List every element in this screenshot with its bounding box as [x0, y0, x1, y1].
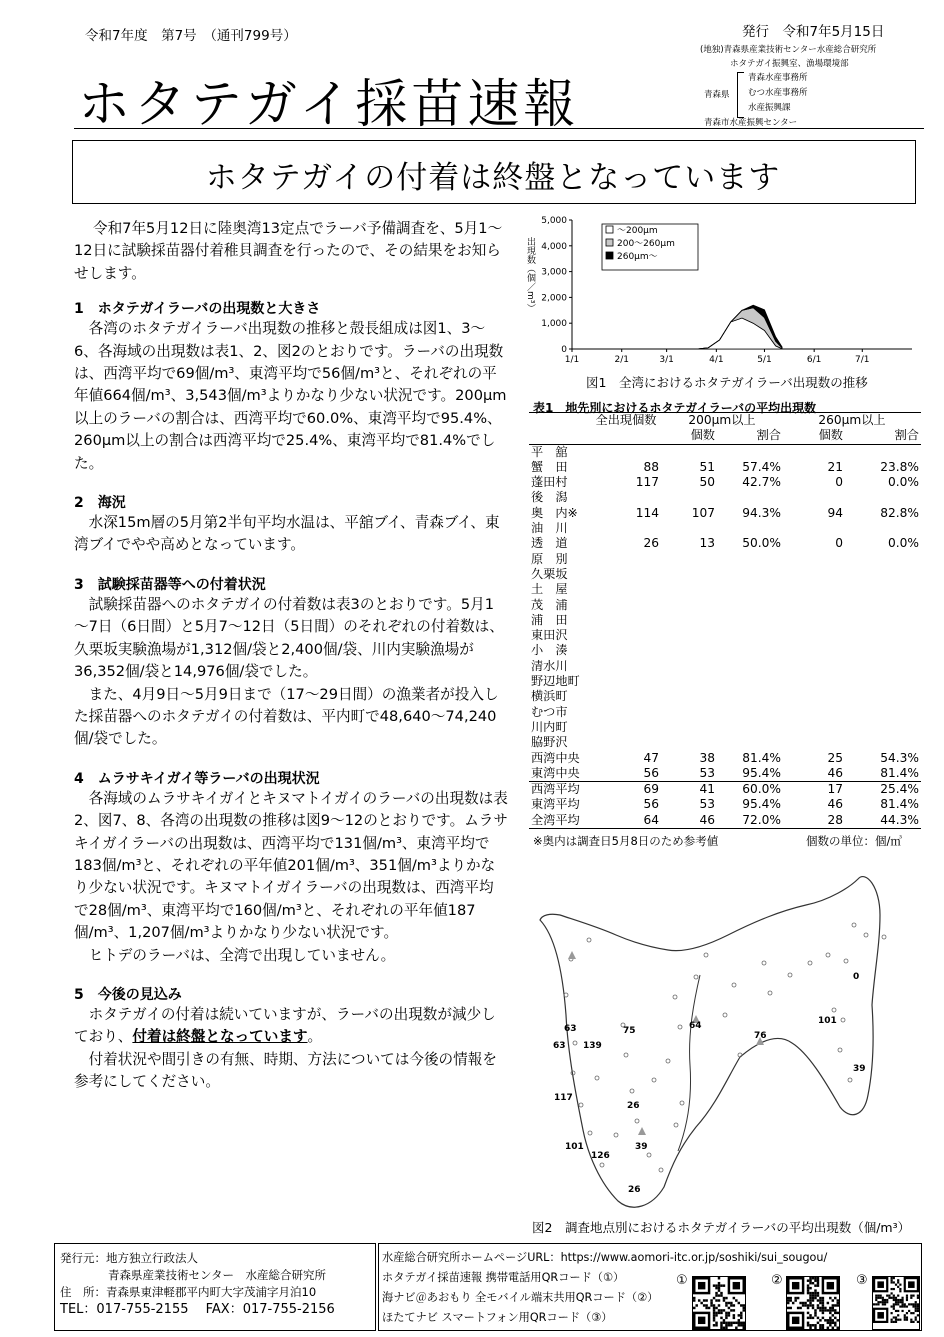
- table-cell: 23.8%: [880, 459, 919, 474]
- table-cell: [591, 521, 661, 536]
- table-cell: [591, 444, 661, 460]
- table-row: [529, 613, 921, 628]
- table-row-label: 浦 田: [531, 612, 568, 627]
- table-row-label: 久栗坂: [531, 566, 568, 581]
- y-tick-label: 1,000: [541, 319, 567, 330]
- table1-head-260: 260μm以上: [818, 413, 886, 427]
- qr3-mark: ③: [856, 1273, 868, 1288]
- pref-item-3: 水産振興課: [748, 103, 791, 113]
- table-cell: [591, 552, 661, 567]
- table-cell: 0.0%: [888, 536, 919, 551]
- table-cell: [845, 582, 921, 597]
- table-row-label: 東田沢: [531, 628, 568, 643]
- table-cell: [845, 643, 921, 658]
- table-cell: [783, 659, 845, 674]
- table-row-label: 土 屋: [531, 582, 568, 597]
- table-cell: [783, 567, 845, 582]
- table-cell: [845, 552, 921, 567]
- map-label-76: 76: [754, 1031, 767, 1041]
- table-cell: 72.0%: [742, 812, 781, 827]
- table-cell: 38: [699, 750, 715, 765]
- section-heading-4: 4 ムラサキイガイ等ラーバの出現状況: [74, 770, 320, 787]
- table1-head-total: 全出現個数: [595, 413, 657, 427]
- footer-publisher: [60, 1250, 335, 1318]
- table1-title: 表1 地先別におけるホタテガイラーバの平均出現数: [533, 401, 817, 415]
- table-cell: 95.4%: [742, 765, 781, 780]
- table-cell: [717, 444, 783, 460]
- table-cell: 26: [643, 536, 659, 551]
- table-cell: [661, 613, 717, 628]
- page-title: ホタテガイ採苗速報: [78, 75, 580, 135]
- table-cell: [783, 628, 845, 643]
- table-cell: [845, 705, 921, 720]
- table-cell: 53: [699, 797, 715, 812]
- table-cell: 44.3%: [880, 812, 919, 827]
- table-cell: 114: [635, 505, 659, 520]
- table-cell: 0: [835, 536, 843, 551]
- table-cell: [661, 598, 717, 613]
- table-row: [529, 751, 921, 766]
- table-cell: [717, 674, 783, 689]
- table-cell: [661, 444, 717, 460]
- table-cell: [717, 628, 783, 643]
- table-row: [529, 689, 921, 704]
- table-row-label: 野辺地町: [531, 674, 580, 689]
- table-cell: 81.4%: [742, 750, 781, 765]
- section-5-paragraph-1: [74, 1004, 508, 1049]
- map-label-26a: 26: [627, 1101, 640, 1111]
- table-cell: [845, 735, 921, 750]
- map-label-75: 75: [623, 1026, 636, 1036]
- figure1-chart: [520, 208, 920, 373]
- body-text: [74, 218, 508, 1094]
- table-row-label: 後 潟: [531, 490, 568, 505]
- table-row-label: 西湾中央: [531, 750, 580, 765]
- y-tick-label: 4,000: [541, 241, 567, 252]
- table-row: [529, 506, 921, 521]
- section-4-paragraph-2: ヒトデのラーバは、全湾で出現していません。: [88, 946, 396, 964]
- qr1-description: ホタテガイ採苗速報 携帯電話用QRコード（①）: [382, 1271, 625, 1284]
- table-cell: [661, 735, 717, 750]
- section-heading-2: 2 海況: [74, 495, 126, 512]
- table-cell: [717, 598, 783, 613]
- table-cell: [717, 705, 783, 720]
- issue-line: 令和7年度 第7号 （通刊799号）: [85, 28, 297, 44]
- table-cell: [783, 674, 845, 689]
- headline: ホタテガイの付着は終盤となっています: [205, 160, 781, 196]
- table-cell: [845, 659, 921, 674]
- pref-item-2: むつ水産事務所: [748, 88, 808, 98]
- table-cell: 50: [699, 475, 715, 490]
- table-cell: [783, 582, 845, 597]
- table-cell: 50.0%: [742, 536, 781, 551]
- org-line1: (地独)青森県産業技術センター水産総合研究所: [700, 45, 877, 55]
- table-cell: 56: [643, 797, 659, 812]
- table-row: [529, 444, 921, 460]
- table-cell: [661, 659, 717, 674]
- map-label-63a: 63: [564, 1024, 577, 1034]
- map-label-101b: 101: [565, 1142, 584, 1152]
- table-cell: [591, 674, 661, 689]
- table-cell: [783, 613, 845, 628]
- x-tick-label: 1/1: [564, 355, 580, 365]
- homepage-url[interactable]: 水産総合研究所ホームページURL：https://www.aomori-itc.or.jp/soshiki/sui_sougou/: [382, 1251, 828, 1264]
- footer-links: [382, 1248, 827, 1328]
- legend-swatch: [606, 226, 613, 233]
- table-cell: [591, 567, 661, 582]
- table-row: [529, 643, 921, 658]
- table-cell: 60.0%: [742, 782, 781, 797]
- outlook-end: 。: [307, 1028, 323, 1046]
- map-label-64: 64: [689, 1021, 702, 1031]
- table-row-label: 平 舘: [531, 444, 568, 459]
- table-row-label: 茂 浦: [531, 597, 568, 612]
- table-cell: 0.0%: [888, 475, 919, 490]
- figure1-ylabel: 出現数（個／m³）: [525, 237, 535, 313]
- table-row: [529, 628, 921, 643]
- table-cell: [845, 444, 921, 460]
- table-row-label: 川内町: [531, 719, 568, 734]
- section-heading-3: 3 試験採苗器等への付着状況: [74, 576, 266, 593]
- table-row: [529, 490, 921, 505]
- table-row-label: 脇野沢: [531, 735, 568, 750]
- table-row: [529, 582, 921, 597]
- table-cell: 25.4%: [880, 782, 919, 797]
- y-tick-label: 3,000: [541, 267, 567, 278]
- outlook-text: ホタテガイの付着は続いていますが、ラーバの出現数が減少しており、: [74, 1005, 496, 1046]
- table-row-label: 奥 内※: [531, 505, 578, 520]
- table-cell: [845, 628, 921, 643]
- table1-unit: 個数の単位：個/㎥: [806, 834, 902, 848]
- legend-label: 260μm～: [617, 252, 658, 262]
- table-cell: 64: [643, 812, 659, 827]
- table-row: [529, 720, 921, 735]
- pref-bracket: [737, 72, 744, 118]
- table-row-label: 東湾平均: [531, 797, 580, 812]
- map-labels: [553, 972, 866, 1195]
- legend-swatch: [606, 239, 613, 246]
- table-cell: 81.4%: [880, 797, 919, 812]
- table-cell: 88: [643, 459, 659, 474]
- table-cell: [661, 643, 717, 658]
- qr1-mark: ①: [676, 1273, 688, 1288]
- table-cell: 42.7%: [742, 475, 781, 490]
- table-cell: 54.3%: [880, 750, 919, 765]
- outlook-emphasis: 付着は終盤となっています: [132, 1028, 308, 1046]
- table-cell: [783, 689, 845, 704]
- table-cell: [661, 552, 717, 567]
- section-1-paragraph: 各湾のホタテガイラーバ出現数の推移と殻長組成は図1、3～6、各海域の出現数は表1、2、図2のとおりです。ラーバの出現数は、西湾平均で69個/m³、東湾平均で56個/m³と、それぞれの平年値664個/m³、3,543個/m³よりかなり少ない状況です。200μm以上のラーバの割合は、西湾平均で60.0%、東湾平均で95.4%、260μm以上の割合は西湾平均で25.4%、東湾平均で81.4%でした。: [74, 320, 507, 472]
- table1-head-ratio-200: 割合: [756, 428, 781, 443]
- table-cell: 0: [835, 475, 843, 490]
- table-cell: [661, 582, 717, 597]
- table-row-label: 西湾平均: [531, 782, 580, 797]
- map-label-126: 126: [591, 1151, 610, 1161]
- table-cell: 53: [699, 765, 715, 780]
- table-cell: [717, 490, 783, 505]
- map-label-0: 0: [853, 972, 860, 982]
- table-cell: [717, 552, 783, 567]
- table-cell: [661, 705, 717, 720]
- table-cell: [661, 521, 717, 536]
- table-cell: [661, 490, 717, 505]
- table-cell: [783, 643, 845, 658]
- mutsu-bay-map: [528, 865, 923, 1215]
- table-cell: [591, 735, 661, 750]
- table-cell: [783, 735, 845, 750]
- org-line2: ホタテガイ振興室、漁場環境部: [730, 59, 849, 69]
- legend-swatch: [606, 252, 613, 259]
- table1: [529, 412, 921, 829]
- x-tick-label: 2/1: [614, 355, 629, 365]
- table-cell: [845, 598, 921, 613]
- table-row: [529, 735, 921, 750]
- table-cell: 17: [827, 782, 843, 797]
- table-row: [529, 813, 921, 829]
- station-markers: [564, 923, 886, 1172]
- table-cell: [717, 659, 783, 674]
- section-5-paragraph-2: 付着状況や間引きの有無、時期、方法については今後の情報を参考にしてください。: [74, 1050, 497, 1091]
- table-cell: [591, 720, 661, 735]
- table-row: [529, 475, 921, 490]
- qr3-description: ほたてナビ スマートフォン用QRコード（③）: [382, 1311, 613, 1324]
- table-row: [529, 536, 921, 551]
- table-row: [529, 766, 921, 782]
- table-row: [529, 705, 921, 720]
- published-date: 発行 令和7年5月15日: [742, 24, 885, 40]
- x-tick-label: 3/1: [659, 355, 674, 365]
- table-cell: [591, 689, 661, 704]
- table-cell: [717, 582, 783, 597]
- table-cell: 25: [827, 750, 843, 765]
- publisher-address: 住 所：青森県東津軽郡平内町大字茂浦字月泊10: [60, 1285, 317, 1299]
- table-row-label: むつ市: [531, 704, 568, 719]
- table1-head-ratio-260: 割合: [894, 428, 919, 443]
- table-cell: [591, 490, 661, 505]
- table-cell: [717, 643, 783, 658]
- section-3-paragraph-1: 試験採苗器へのホタテガイの付着数は表3のとおりです。5月1～7日（6日間）と5月7～12日（5日間）のそれぞれの付着数は、久栗坂実験漁場が1,312個/袋と2,400個/袋、川内実験漁場が36,352個/袋と14,976個/袋でした。: [74, 595, 504, 681]
- publisher-org: 青森県産業技術センター 水産総合研究所: [108, 1268, 327, 1282]
- table-cell: [591, 598, 661, 613]
- qr2-description: 海ナビ＠あおもり 全モバイル端末共用QRコード（②）: [382, 1291, 659, 1304]
- table-cell: [661, 567, 717, 582]
- y-tick-label: 5,000: [541, 216, 567, 226]
- table-row-label: 清水川: [531, 658, 568, 673]
- x-tick-label: 7/1: [855, 355, 870, 365]
- table-cell: 56: [643, 765, 659, 780]
- table-row-label: 蓬田村: [531, 475, 568, 490]
- table-row-label: 全湾平均: [531, 812, 580, 827]
- table-cell: 117: [635, 475, 659, 490]
- table-cell: [845, 567, 921, 582]
- pref-label: 青森県: [704, 90, 730, 100]
- table-cell: [661, 689, 717, 704]
- table1-note: ※奥内は調査日5月8日のため参考値: [533, 834, 719, 848]
- table-row: [529, 460, 921, 475]
- table-cell: [717, 735, 783, 750]
- table-cell: 82.8%: [880, 505, 919, 520]
- table-cell: [661, 720, 717, 735]
- publisher-phone: TEL：017-755-2155 FAX：017-755-2156: [60, 1302, 335, 1317]
- table-cell: [717, 521, 783, 536]
- map-label-63b: 63: [553, 1041, 566, 1051]
- table-cell: [717, 720, 783, 735]
- table-row-label: 横浜町: [531, 689, 568, 704]
- section-4-paragraph-1: 各海域のムラサキイガイとキヌマトイガイのラーバの出現数は表2、図7、8、各湾の出現数の推移は図9～12のとおりです。ムラサキイガイラーバの出現数は、西湾平均で131個/m³、東湾平均で183個/m³と、それぞれの平年値201個/m³、351個/m³よりかなり少ない状況です。キヌマトイガイラーバの出現数は、西湾平均で28個/m³、東湾平均で160個/m³と、それぞれの平年値187個/m³、1,207個/m³よりかなり少ない状況です。: [74, 789, 508, 942]
- table-cell: 46: [699, 812, 715, 827]
- title-rule: [74, 128, 924, 129]
- table-cell: [783, 444, 845, 460]
- table-cell: [661, 674, 717, 689]
- pref-item-1: 青森水産事務所: [748, 73, 808, 83]
- qr-code-1[interactable]: [692, 1276, 746, 1330]
- map-label-26b: 26: [628, 1185, 641, 1195]
- table-cell: [717, 689, 783, 704]
- x-tick-label: 6/1: [806, 355, 822, 365]
- intro-paragraph: 令和7年5月12日に陸奥湾13定点でラーバ予備調査を、5月1～12日に試験採苗器付着稚貝調査を行ったので、その結果をお知らせします。: [74, 220, 503, 282]
- table-cell: 107: [691, 505, 715, 520]
- section-heading-1: 1 ホタテガイラーバの出現数と大きさ: [74, 301, 321, 318]
- table-row: [529, 521, 921, 536]
- table-row: [529, 797, 921, 812]
- table-cell: 94.3%: [742, 505, 781, 520]
- table-cell: 46: [827, 797, 843, 812]
- y-tick-label: 2,000: [541, 293, 567, 304]
- table-row: [529, 782, 921, 798]
- legend-label: 200～260μm: [617, 239, 675, 249]
- legend-label: ～200μm: [617, 226, 658, 236]
- table-cell: 41: [699, 782, 715, 797]
- table-row-label: 蟹 田: [531, 459, 568, 474]
- table-row: [529, 659, 921, 674]
- table-cell: [591, 613, 661, 628]
- table-cell: 94: [827, 505, 843, 520]
- table-cell: [845, 689, 921, 704]
- section-2-paragraph: 水深15m層の5月第2半旬平均水温は、平舘ブイ、青森ブイ、東湾ブイでやや高めとなっています。: [74, 514, 500, 554]
- table-row: [529, 674, 921, 689]
- peninsula-line: [678, 975, 700, 1151]
- table-cell: [783, 705, 845, 720]
- table-cell: [845, 674, 921, 689]
- section-heading-5: 5 今後の見込み: [74, 986, 182, 1003]
- table-row: [529, 598, 921, 613]
- table-cell: [783, 552, 845, 567]
- table-cell: 46: [827, 765, 843, 780]
- figure1-caption: 図1 全湾におけるホタテガイラーバ出現数の推移: [586, 375, 868, 390]
- map-label-139: 139: [583, 1041, 602, 1051]
- table-cell: 57.4%: [742, 459, 781, 474]
- table1-head-count-200: 個数: [690, 428, 715, 443]
- table-cell: 47: [643, 750, 659, 765]
- figure2-caption: 図2 調査地点別におけるホタテガイラーバの平均出現数（個/m³）: [532, 1220, 911, 1235]
- table-cell: [783, 521, 845, 536]
- table-cell: [845, 613, 921, 628]
- table-cell: [845, 490, 921, 505]
- table-cell: [717, 613, 783, 628]
- table-cell: 95.4%: [742, 797, 781, 812]
- table-cell: [661, 628, 717, 643]
- qr-code-3[interactable]: [872, 1276, 920, 1330]
- table1-head-200: 200μm以上: [688, 413, 756, 427]
- table-row-label: 油 川: [531, 521, 568, 536]
- table-cell: 21: [827, 459, 843, 474]
- city-line: 青森市水産振興センター: [704, 118, 798, 128]
- table-cell: 51: [699, 459, 715, 474]
- map-label-117: 117: [554, 1093, 573, 1103]
- table-cell: [845, 521, 921, 536]
- table-cell: 13: [699, 536, 715, 551]
- table-cell: 81.4%: [880, 765, 919, 780]
- table-row: [529, 552, 921, 567]
- table-cell: [783, 598, 845, 613]
- table-row: [529, 567, 921, 582]
- table-row-label: 小 湊: [531, 643, 568, 658]
- table-cell: [845, 720, 921, 735]
- x-tick-label: 4/1: [709, 355, 724, 365]
- table-cell: [591, 628, 661, 643]
- table1-head-count-260: 個数: [818, 428, 843, 443]
- publisher-label: 発行元：地方独立行政法人: [60, 1251, 198, 1265]
- x-tick-label: 5/1: [757, 355, 772, 365]
- qr2-mark: ②: [771, 1273, 783, 1288]
- y-tick-label: 0: [561, 345, 567, 355]
- table-row-label: 透 道: [531, 536, 568, 551]
- table-row-label: 東湾中央: [531, 765, 580, 780]
- table-cell: [717, 567, 783, 582]
- map-label-39b: 39: [635, 1142, 648, 1152]
- table-cell: [591, 705, 661, 720]
- table-cell: [783, 720, 845, 735]
- table-cell: [591, 582, 661, 597]
- table-cell: 69: [643, 782, 659, 797]
- section-3-paragraph-2: また、4月9日～5月9日まで（17～29日間）の漁業者が投入した採苗器へのホタテガイの付着数は、平内町で48,640～74,240個/袋でした。: [74, 685, 499, 748]
- table-cell: [591, 659, 661, 674]
- table-cell: 28: [827, 812, 843, 827]
- table-row-label: 原 別: [531, 551, 568, 566]
- map-label-101a: 101: [818, 1016, 837, 1026]
- table-cell: [591, 643, 661, 658]
- qr-code-2[interactable]: [786, 1276, 840, 1330]
- map-label-39a: 39: [853, 1064, 866, 1074]
- table-cell: [783, 490, 845, 505]
